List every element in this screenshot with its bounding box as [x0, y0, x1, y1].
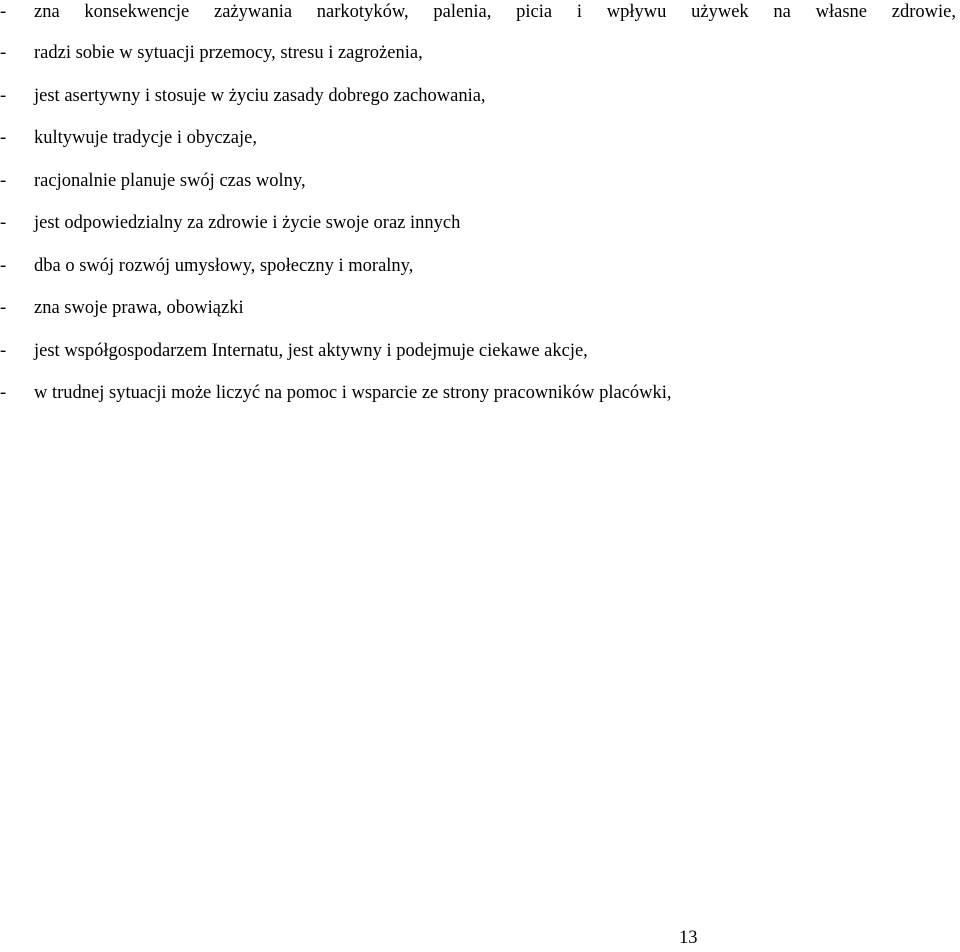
list-item — [0, 293, 960, 323]
list-item-text: zna konsekwencje zażywania narkotyków, palenia, picia i wpływu używek na własne zdrowie, — [34, 2, 956, 22]
list-item-text: w trudnej sytuacji może liczyć na pomoc i wsparcie ze strony pracowników placówki, — [34, 383, 672, 403]
list-item-text: racjonalnie planuje swój czas wolny, — [34, 171, 306, 191]
bullet-dash: - — [0, 256, 7, 276]
bullet-dash: - — [0, 383, 7, 403]
list-item — [0, 251, 960, 281]
list-item-text: jest współgospodarzem Internatu, jest aktywny i podejmuje ciekawe akcje, — [34, 341, 588, 361]
list-item — [0, 336, 960, 366]
list-item — [0, 38, 960, 68]
bullet-dash: - — [0, 171, 7, 191]
bullet-dash: - — [0, 128, 7, 148]
bullet-dash: - — [0, 43, 7, 63]
page-number: 13 — [679, 928, 698, 948]
bullet-dash: - — [0, 341, 7, 361]
list-item — [0, 208, 960, 238]
bullet-dash: - — [0, 86, 7, 106]
bullet-dash: - — [0, 2, 7, 22]
list-item-text: jest asertywny i stosuje w życiu zasady dobrego zachowania, — [34, 86, 486, 106]
bullet-dash: - — [0, 213, 7, 233]
bullet-dash: - — [0, 298, 7, 318]
list-item-text: radzi sobie w sytuacji przemocy, stresu i zagrożenia, — [34, 43, 423, 63]
list-item-text: zna swoje prawa, obowiązki — [34, 298, 244, 318]
list-item — [0, 81, 960, 111]
list-item — [0, 166, 960, 196]
list-item — [0, 378, 960, 408]
list-item-text: dba o swój rozwój umysłowy, społeczny i moralny, — [34, 256, 414, 276]
list-item — [0, 123, 960, 153]
list-item-text: kultywuje tradycje i obyczaje, — [34, 128, 257, 148]
list-item — [0, 0, 960, 27]
list-item-text: jest odpowiedzialny za zdrowie i życie swoje oraz innych — [34, 213, 461, 233]
